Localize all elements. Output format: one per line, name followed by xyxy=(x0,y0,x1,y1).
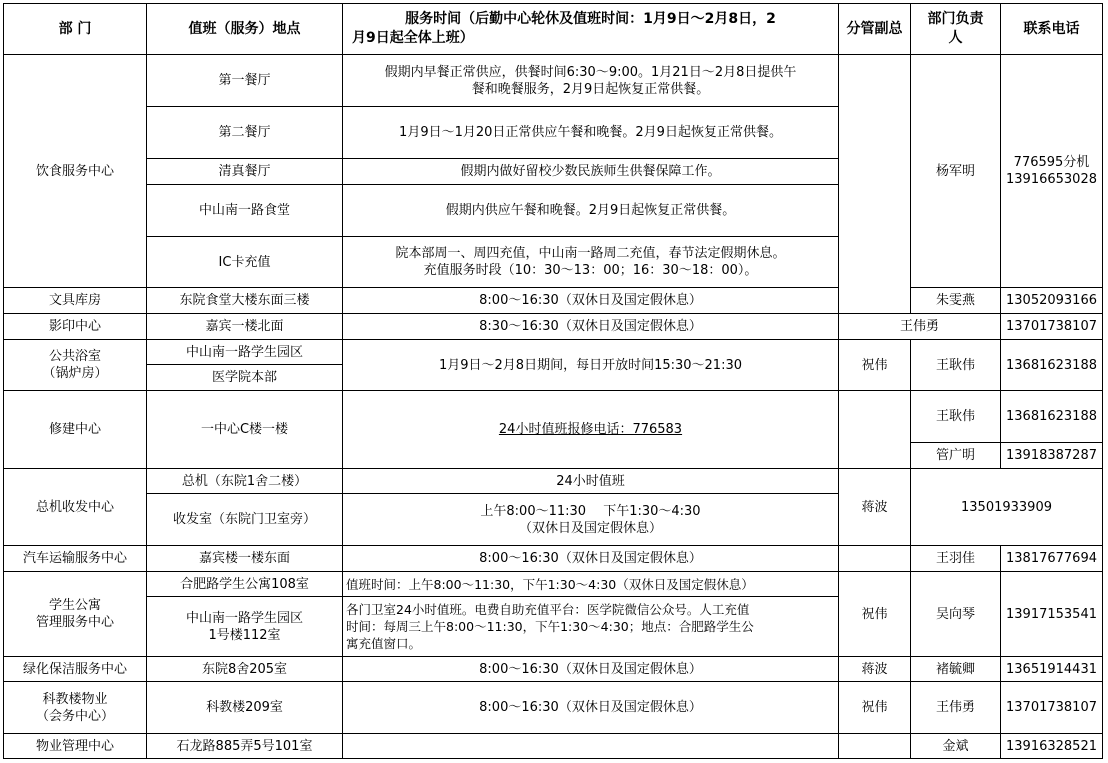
location-cell: 石龙路885弄5号101室 xyxy=(147,734,343,759)
dept-catering: 饮食服务中心 xyxy=(4,55,147,288)
location-cell: 医学院本部 xyxy=(147,365,343,391)
phone-cell: 13917153541 xyxy=(1001,572,1103,657)
table-row xyxy=(4,572,1103,597)
vp-cell xyxy=(839,734,911,759)
location-cell: 嘉宾一楼北面 xyxy=(147,314,343,340)
location-cell: 收发室（东院门卫室旁） xyxy=(147,494,343,546)
head-cell: 杨军明 xyxy=(911,55,1001,288)
location-cell: 第一餐厅 xyxy=(147,55,343,107)
header-row xyxy=(4,4,1103,55)
phone-cell: 13701738107 xyxy=(1001,682,1103,734)
dept-science: 科教楼物业 （会务中心） xyxy=(4,682,147,734)
vp-cell: 祝伟 xyxy=(839,682,911,734)
location-cell: 中山南一路学生园区 1号楼112室 xyxy=(147,597,343,657)
location-cell: 总机（东院1舍二楼） xyxy=(147,469,343,494)
head-cell: 王耿伟 xyxy=(911,340,1001,391)
dept-stationery: 文具库房 xyxy=(4,288,147,314)
location-cell: 合肥路学生公寓108室 xyxy=(147,572,343,597)
service-time-cell: 8:00～16:30（双休日及国定假休息） xyxy=(343,657,839,682)
head-cell: 王耿伟 xyxy=(911,391,1001,443)
dept-property: 物业管理中心 xyxy=(4,734,147,759)
phone-cell: 13651914431 xyxy=(1001,657,1103,682)
header-dept-head: 部门负责 人 xyxy=(911,4,1001,55)
head-cell: 朱雯燕 xyxy=(911,288,1001,314)
location-cell: 科教楼209室 xyxy=(147,682,343,734)
phone-cell: 13052093166 xyxy=(1001,288,1103,314)
header-dept: 部 门 xyxy=(4,4,147,55)
vp-cell: 蒋波 xyxy=(839,469,911,546)
location-cell: 中山南一路学生园区 xyxy=(147,340,343,365)
table-row xyxy=(4,657,1103,682)
table-row xyxy=(4,55,1103,107)
service-time-cell: 8:00～16:30（双休日及国定假休息） xyxy=(343,546,839,572)
service-time-cell xyxy=(343,734,839,759)
service-time-cell: 上午8:00～11:30 下午1:30～4:30 （双休日及国定假休息） xyxy=(343,494,839,546)
table-row xyxy=(4,391,1103,443)
dept-green: 绿化保洁服务中心 xyxy=(4,657,147,682)
head-cell: 王伟勇 xyxy=(839,314,1001,340)
phone-cell: 13681623188 xyxy=(1001,391,1103,443)
phone-cell: 13918387287 xyxy=(1001,443,1103,469)
location-cell: 中山南一路食堂 xyxy=(147,185,343,237)
head-cell: 管广明 xyxy=(911,443,1001,469)
location-cell: 东院食堂大楼东面三楼 xyxy=(147,288,343,314)
header-location: 值班（服务）地点 xyxy=(147,4,343,55)
dept-bath: 公共浴室 （锅炉房） xyxy=(4,340,147,391)
location-cell: 第二餐厅 xyxy=(147,107,343,159)
phone-cell: 13501933909 xyxy=(911,469,1103,546)
table-row xyxy=(4,546,1103,572)
dept-transport: 汽车运输服务中心 xyxy=(4,546,147,572)
duty-schedule-table xyxy=(3,3,1103,759)
service-time-cell: 24小时值班 xyxy=(343,469,839,494)
table-row xyxy=(4,314,1103,340)
head-cell: 王伟勇 xyxy=(911,682,1001,734)
location-cell: 嘉宾楼一楼东面 xyxy=(147,546,343,572)
phone-cell: 13817677694 xyxy=(1001,546,1103,572)
vp-cell xyxy=(839,55,911,314)
dept-repair: 修建中心 xyxy=(4,391,147,469)
phone-cell: 13681623188 xyxy=(1001,340,1103,391)
head-cell: 王羽佳 xyxy=(911,546,1001,572)
service-time-cell: 假期内供应午餐和晚餐。2月9日起恢复正常供餐。 xyxy=(343,185,839,237)
vp-cell xyxy=(839,391,911,469)
dept-switchboard: 总机收发中心 xyxy=(4,469,147,546)
phone-cell: 776595分机 13916653028 xyxy=(1001,55,1103,288)
table-row xyxy=(4,288,1103,314)
repair-hotline: 24小时值班报修电话：776583 xyxy=(343,391,839,469)
service-time-cell: 值班时间：上午8:00～11:30，下午1:30～4:30（双休日及国定假休息） xyxy=(343,572,839,597)
service-time-cell: 8:00～16:30（双休日及国定假休息） xyxy=(343,288,839,314)
dept-printing: 影印中心 xyxy=(4,314,147,340)
service-time-cell: 假期内早餐正常供应，供餐时间6:30～9:00。1月21日～2月8日提供午 餐和晚餐服务，2月9日起恢复正常供餐。 xyxy=(343,55,839,107)
location-cell: IC卡充值 xyxy=(147,237,343,288)
service-time-cell: 各门卫室24小时值班。电费自助充值平台：医学院微信公众号。人工充值 时间：每周三上午8:00～11:30，下午1:30～4:30；地点：合肥路学生公 寓充值窗口。 xyxy=(343,597,839,657)
vp-cell xyxy=(839,546,911,572)
vp-cell: 蒋波 xyxy=(839,657,911,682)
vp-cell: 祝伟 xyxy=(839,340,911,391)
location-cell: 清真餐厅 xyxy=(147,159,343,185)
header-vice-president: 分管副总 xyxy=(839,4,911,55)
service-time-cell: 院本部周一、周四充值，中山南一路周二充值，春节法定假期休息。 充值服务时段（10：30～13：00；16：30～18：00）。 xyxy=(343,237,839,288)
table-row xyxy=(4,469,1103,494)
service-time-cell: 1月9日～1月20日正常供应午餐和晚餐。2月9日起恢复正常供餐。 xyxy=(343,107,839,159)
service-time-cell: 假期内做好留校少数民族师生供餐保障工作。 xyxy=(343,159,839,185)
head-cell: 金斌 xyxy=(911,734,1001,759)
header-service-time: 服务时间（后勤中心轮休及值班时间：1月9日～2月8日，2 月9日起全体上班） xyxy=(343,4,839,55)
location-cell: 东院8舍205室 xyxy=(147,657,343,682)
table-row xyxy=(4,734,1103,759)
phone-cell: 13701738107 xyxy=(1001,314,1103,340)
phone-cell: 13916328521 xyxy=(1001,734,1103,759)
vp-cell: 祝伟 xyxy=(839,572,911,657)
head-cell: 吴向琴 xyxy=(911,572,1001,657)
dept-dorm: 学生公寓 管理服务中心 xyxy=(4,572,147,657)
table-row xyxy=(4,682,1103,734)
service-time-cell: 1月9日～2月8日期间，每日开放时间15:30～21:30 xyxy=(343,340,839,391)
head-cell: 褚毓卿 xyxy=(911,657,1001,682)
table-row xyxy=(4,340,1103,365)
service-time-cell: 8:30～16:30（双休日及国定假休息） xyxy=(343,314,839,340)
location-cell: 一中心C楼一楼 xyxy=(147,391,343,469)
header-phone: 联系电话 xyxy=(1001,4,1103,55)
service-time-cell: 8:00～16:30（双休日及国定假休息） xyxy=(343,682,839,734)
